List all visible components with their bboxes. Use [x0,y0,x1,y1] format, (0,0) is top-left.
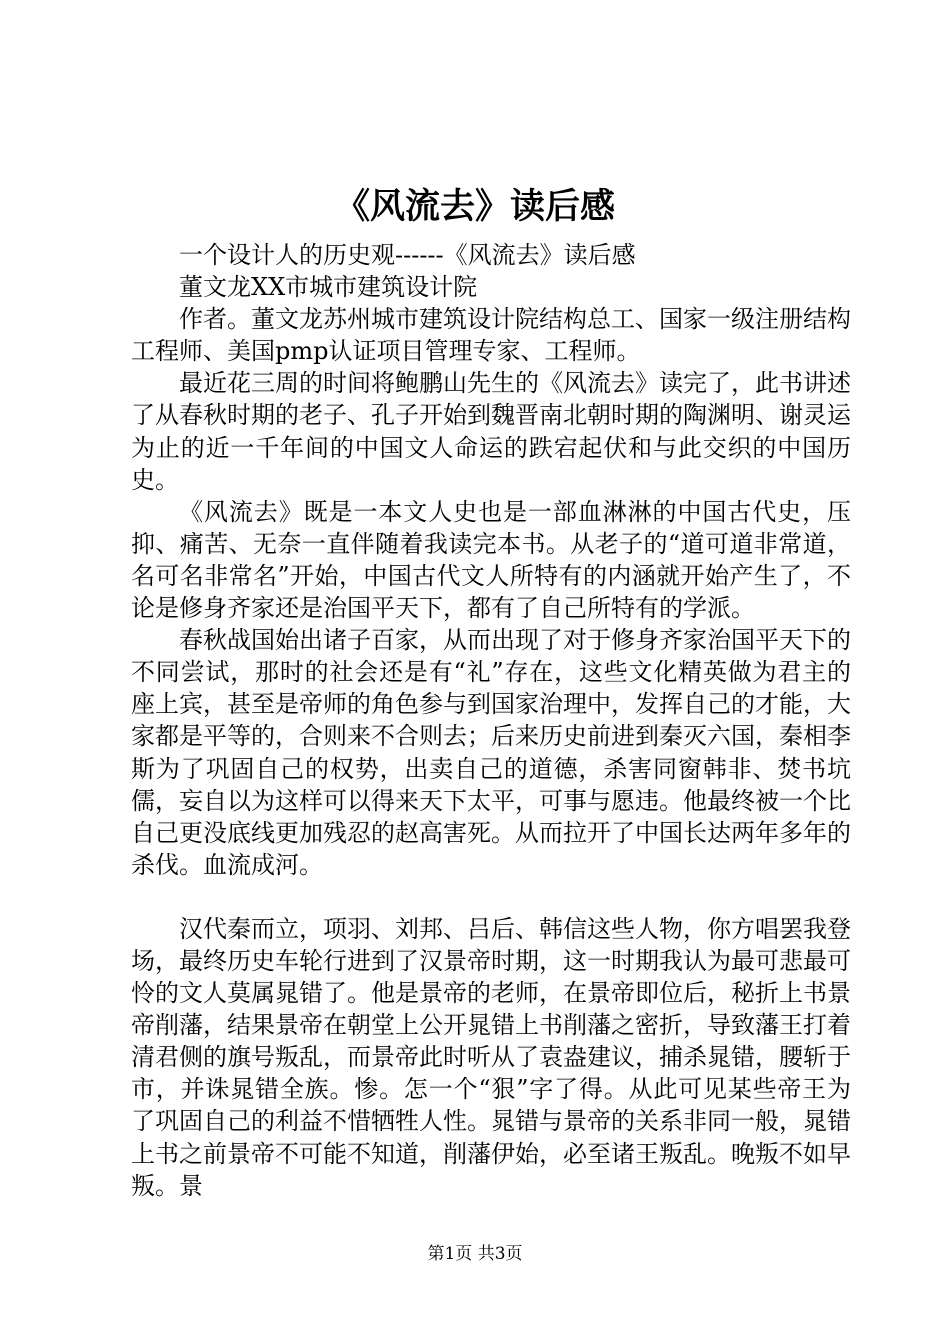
subtitle-paragraph: 一个设计人的历史观------《风流去》读后感 [179,241,636,269]
document-body [131,239,851,1202]
document-title: 《风流去》读后感 [334,186,615,227]
body-paragraph: 春秋战国始出诸子百家，从而出现了对于修身齐家治国平天下的不同尝试，那时的社会还是有“礼”存在，这些文化精英做为君主的座上宾，甚至是帝师的角色参与到国家治理中，发挥自己的才能，大家都是平等的，合则来不合则去；后来历史前进到秦灭六国，秦相李斯为了巩固自己的权势，出卖自己的道德，杀害同窗韩非、焚书坑儒，妄自以为这样可以得来天下太平，可事与愿违。他最终被一个比自己更没底线更加残忍的赵高害死。从而拉开了中国长达两年多年的杀伐。血流成河。 [131,626,851,879]
body-paragraph: 汉代秦而立，项羽、刘邦、吕后、韩信这些人物，你方唱罢我登场，最终历史车轮行进到了汉景帝时期，这一时期我认为最可悲最可怜的文人莫属晁错了。他是景帝的老师，在景帝即位后，秘折上书景帝削藩，结果景帝在朝堂上公开晁错上书削藩之密折，导致藩王打着清君侧的旗号叛乱，而景帝此时听从了袁盎建议，捕杀晁错，腰斩于市，并诛晁错全族。惨。怎一个“狠”字了得。从此可见某些帝王为了巩固自己的利益不惜牺牲人性。晁错与景帝的关系非同一般，晁错上书之前景帝不可能不知道，削藩伊始，必至诸王叛乱。晚叛不如早叛。景 [131,914,851,1200]
author-bio-paragraph: 作者。董文龙苏州城市建筑设计院结构总工、国家一级注册结构工程师、美国pmp认证项目管理专家、工程师。 [131,305,851,366]
body-paragraph: 最近花三周的时间将鲍鹏山先生的《风流去》读完了，此书讲述了从春秋时期的老子、孔子开始到魏晋南北朝时期的陶渊明、谢灵运为止的近一千年间的中国文人命运的跌宕起伏和与此交织的中国历史。 [131,369,851,494]
author-affiliation-paragraph: 董文龙XX市城市建筑设计院 [179,273,478,302]
page-number-footer: 第1页 共3页 [427,1244,523,1264]
body-paragraph: 《风流去》既是一本文人史也是一部血淋淋的中国古代史，压抑、痛苦、无奈一直伴随着我读完本书。从老子的“道可道非常道，名可名非常名”开始，中国古代文人所特有的内涵就开始产生了，不论是修身齐家还是治国平天下，都有了自己所特有的学派。 [131,497,851,623]
